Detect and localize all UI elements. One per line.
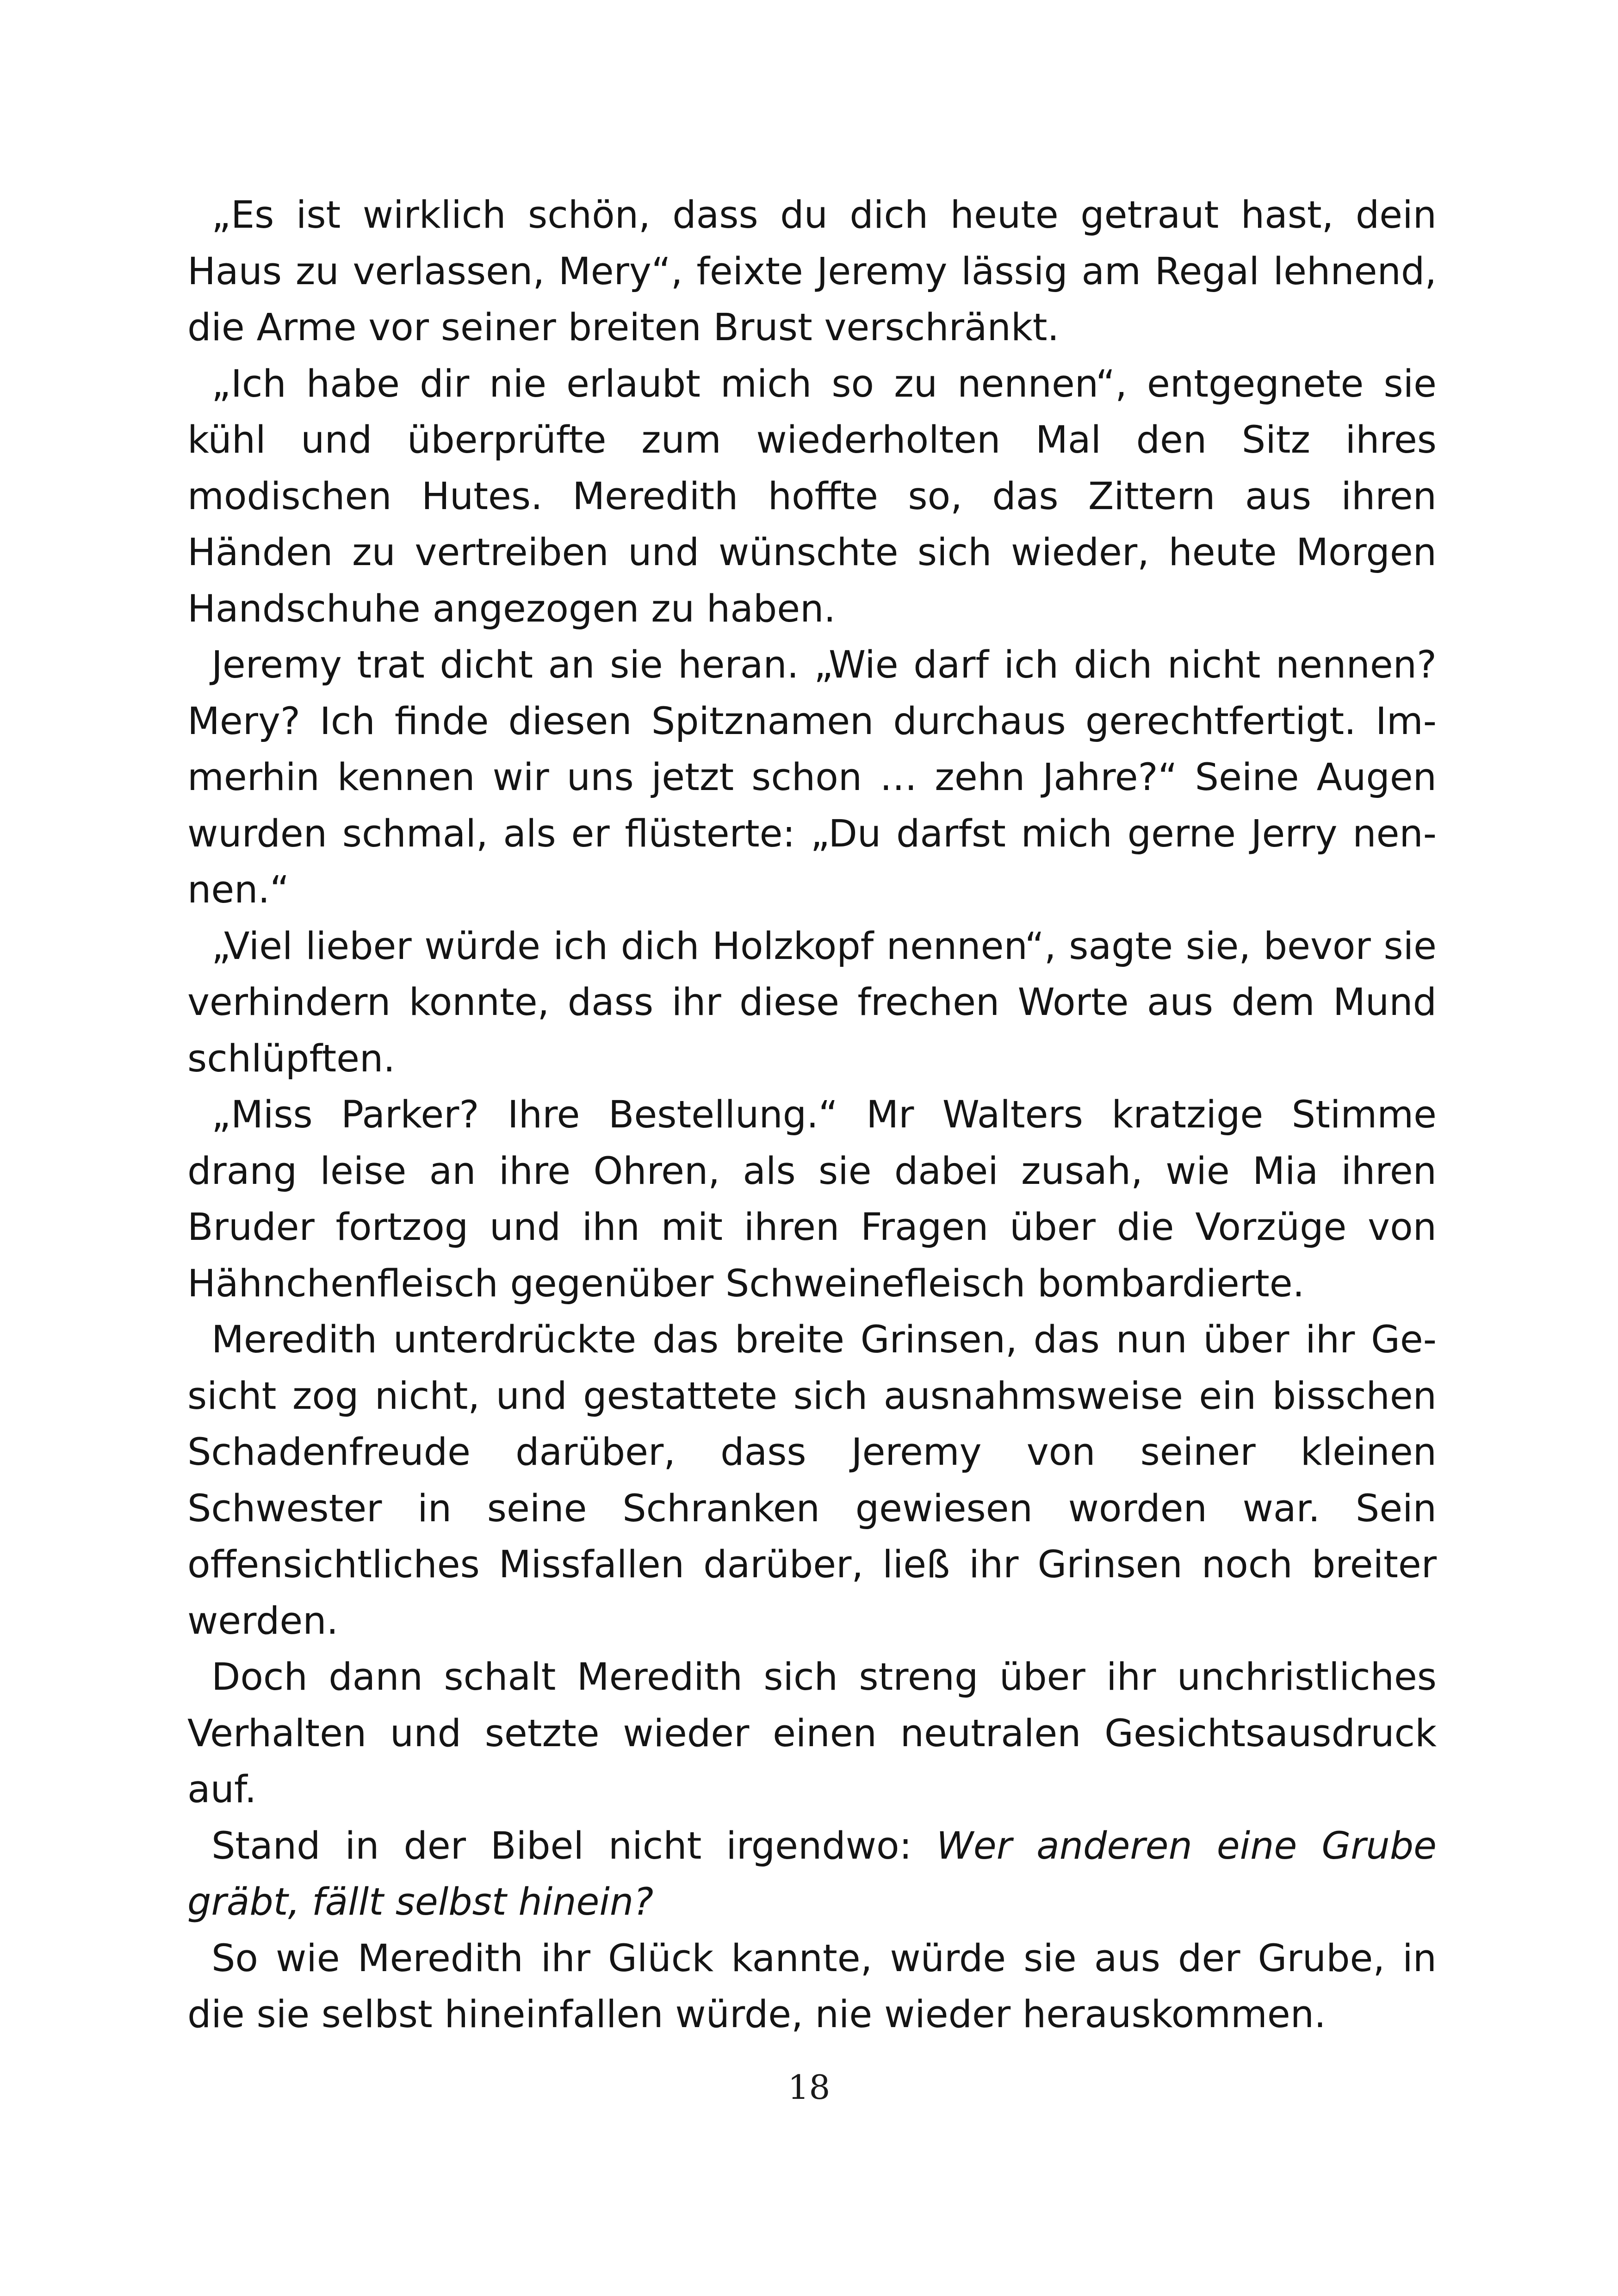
- paragraph-2: „Ich habe dir nie erlaubt mich so zu nennen“, entgegnete sie kühl und überprüfte zum wiederholten Mal den Sitz ihres modischen Hutes. Meredith hoffte so, das Zittern aus ihren Händen zu vertreiben und wünschte sich wieder, heute Morgen Handschuhe angezogen zu haben.: [187, 362, 1437, 631]
- paragraph-3: Jeremy trat dicht an sie heran. „Wie darf ich dich nicht nennen? Mery? Ich finde diesen Spitznamen durchaus gerechtfertigt. Immerhin kennen wir uns jetzt schon … zehn Jahre?“ Seine Augen wurden schmal, als er flüsterte: „Du darfst mich gerne Jerry nennen.“: [187, 643, 1437, 912]
- body-text: [187, 187, 1437, 2043]
- paragraph-8-text: Stand in der Bibel nicht irgendwo:: [211, 1824, 936, 1868]
- paragraph-8-italic-quote: Wer anderen eine Grube gräbt, fällt selbst hinein?: [187, 1824, 1437, 1924]
- paragraph-1: „Es ist wirklich schön, dass du dich heute getraut hast, dein Haus zu verlassen, Mery“, feixte Jeremy lässig am Regal lehnend, die Arme vor seiner breiten Brust verschränkt.: [187, 193, 1437, 349]
- paragraph-4: „Viel lieber würde ich dich Holzkopf nennen“, sagte sie, bevor sie verhindern konnte, dass ihr diese frechen Worte aus dem Mund schlüpften.: [187, 924, 1437, 1081]
- page-number: 18: [787, 2068, 831, 2107]
- paragraph-5: „Miss Parker? Ihre Bestellung.“ Mr Walters kratzige Stimme drang leise an ihre Ohren, als sie dabei zusah, wie Mia ihren Bruder fortzog und ihn mit ihren Fragen über die Vorzüge von Hähnchenfleisch gegenüber Schweinefleisch bombardierte.: [187, 1093, 1437, 1306]
- paragraph-8: [187, 1818, 1437, 1931]
- paragraph-6: Meredith unterdrückte das breite Grinsen, das nun über ihr Gesicht zog nicht, und gestattete sich ausnahmsweise ein bisschen Schadenfreude darüber, dass Jeremy von seiner kleinen Schwester in seine Schranken gewiesen worden war. Sein offensichtliches Missfallen darüber, ließ ihr Grinsen noch breiter werden.: [187, 1318, 1437, 1643]
- paragraph-7: Doch dann schalt Meredith sich streng über ihr unchristliches Verhalten und setzte wieder einen neutralen Gesichtsausdruck auf.: [187, 1655, 1437, 1811]
- paragraph-9: So wie Meredith ihr Glück kannte, würde sie aus der Grube, in die sie selbst hineinfallen würde, nie wieder herauskommen.: [187, 1936, 1437, 2036]
